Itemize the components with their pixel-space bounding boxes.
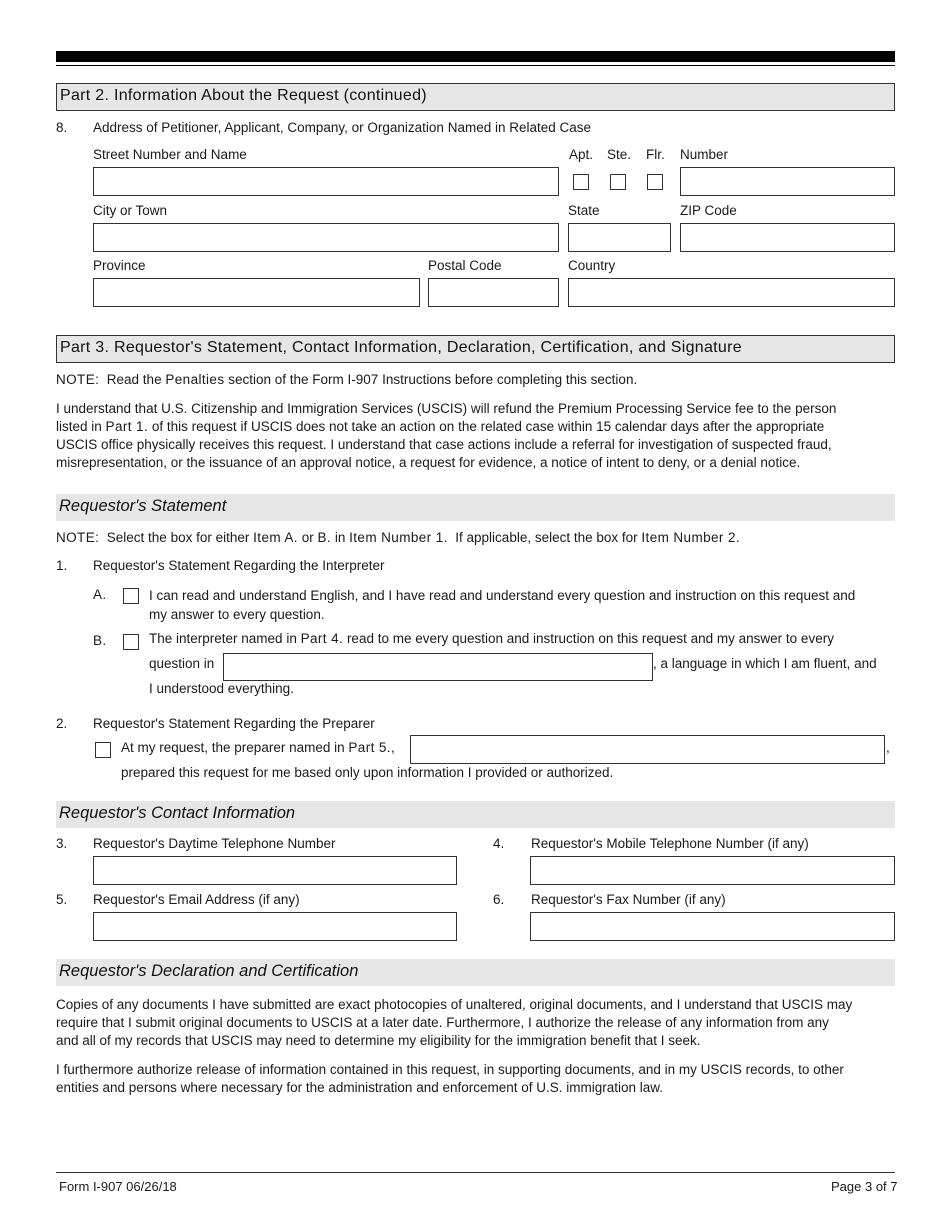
part3-note	[56, 372, 637, 387]
number-input[interactable]	[680, 167, 895, 196]
daytime-phone-input[interactable]	[93, 856, 457, 885]
city-input[interactable]	[93, 223, 559, 252]
part3-intro-paragraph	[56, 400, 896, 472]
option-b-line-1-a: The interpreter named in	[149, 631, 297, 646]
preparer-comma-1: ,	[390, 740, 395, 755]
declaration-p2-line-2: entities and persons where necessary for the administration and enforcement of U.S. immigration law.	[56, 1080, 664, 1095]
part2-header: Part 2. Information About the Request (continued)	[56, 83, 895, 111]
flr-label: Flr.	[646, 147, 665, 162]
intro-line-2	[56, 418, 896, 436]
intro-line-2-a: listed in	[56, 419, 102, 434]
item4-label: Requestor's Mobile Telephone Number (if any)	[531, 836, 809, 851]
option-a-line-2: my answer to every question.	[149, 607, 325, 622]
item6-number: 6.	[493, 892, 505, 907]
fax-input[interactable]	[530, 912, 895, 941]
language-input[interactable]	[223, 653, 653, 681]
statement-note-in: in	[334, 530, 346, 545]
item8-label: Address of Petitioner, Applicant, Company, or Organization Named in Related Case	[93, 120, 592, 135]
page-number: Page 3 of 7	[831, 1179, 898, 1194]
statement-note-c: If applicable, select the box for	[455, 530, 638, 545]
form-id: Form I-907 06/26/18	[59, 1179, 177, 1194]
state-select[interactable]	[568, 223, 671, 252]
province-label: Province	[93, 258, 146, 273]
option-a-line-1: I can read and understand English, and I have read and understand every question and instruction on this request and	[149, 588, 856, 603]
apt-checkbox[interactable]	[573, 174, 589, 190]
item4-number: 4.	[493, 836, 505, 851]
note-text-a: Read the	[106, 372, 162, 387]
statement-note-item-a: Item A.	[253, 530, 298, 545]
flr-checkbox[interactable]	[647, 174, 663, 190]
intro-line-4: misrepresentation, or the issuance of an approval notice, a request for evidence, a notice of intent to deny, or a denial notice.	[56, 455, 801, 470]
preparer-line-2: prepared this request for me based only upon information I provided or authorized.	[121, 765, 614, 780]
intro-part1-ref: Part 1.	[105, 419, 149, 434]
option-b-line-3: I understood everything.	[149, 681, 294, 696]
declaration-p2-line-1: I furthermore authorize release of information contained in this request, in supporting documents, and in my USCIS records, to other	[56, 1062, 844, 1077]
postal-label: Postal Code	[428, 258, 502, 273]
intro-line-1: I understand that U.S. Citizenship and Immigration Services (USCIS) will refund the Premium Processing Service fee to the person	[56, 401, 837, 416]
item8-number: 8.	[56, 120, 68, 135]
declaration-paragraph-2	[56, 1061, 896, 1097]
item1-number: 1.	[56, 558, 68, 573]
statement-note-item-b: B.	[317, 530, 332, 545]
country-label: Country	[568, 258, 616, 273]
statement-note-prefix: NOTE:	[56, 530, 100, 545]
zip-input[interactable]	[680, 223, 895, 252]
preparer-part5-ref: Part 5.	[348, 740, 391, 755]
option-b-line-1	[149, 631, 834, 646]
part3-header: Part 3. Requestor's Statement, Contact Information, Declaration, Certification, and Signature	[56, 335, 895, 363]
ste-label: Ste.	[607, 147, 632, 162]
header-thin-rule	[56, 65, 895, 66]
city-label: City or Town	[93, 203, 168, 218]
item3-label: Requestor's Daytime Telephone Number	[93, 836, 336, 851]
apt-label: Apt.	[569, 147, 594, 162]
street-label: Street Number and Name	[93, 147, 247, 162]
item3-number: 3.	[56, 836, 68, 851]
email-input[interactable]	[93, 912, 457, 941]
province-input[interactable]	[93, 278, 420, 307]
item6-label: Requestor's Fax Number (if any)	[531, 892, 726, 907]
preparer-name-input[interactable]	[410, 735, 885, 764]
option-b-checkbox[interactable]	[123, 634, 139, 650]
declaration-p1-line-2: require that I submit original documents to USCIS at a later date. Furthermore, I authorize the release of any information from any	[56, 1015, 829, 1030]
preparer-comma-2: ,	[886, 740, 890, 755]
statement-note-or: or	[301, 530, 314, 545]
statement-note-item-number-2: Item Number 2.	[641, 530, 741, 545]
declaration-paragraph-1	[56, 996, 896, 1050]
number-label: Number	[680, 147, 729, 162]
option-a-text	[149, 586, 855, 624]
statement-note-item-number-1: Item Number 1.	[349, 530, 448, 545]
item2-label: Requestor's Statement Regarding the Preparer	[93, 716, 375, 731]
option-b-line-1-b: read to me every question and instruction on this request and my answer to every	[346, 631, 834, 646]
declaration-header: Requestor's Declaration and Certification	[56, 959, 895, 986]
statement-note	[56, 530, 740, 545]
declaration-p1-line-1: Copies of any documents I have submitted are exact photocopies of unaltered, original documents, and I understand that USCIS may	[56, 997, 853, 1012]
preparer-text-a: At my request, the preparer named in	[121, 740, 345, 755]
ste-checkbox[interactable]	[610, 174, 626, 190]
item5-number: 5.	[56, 892, 68, 907]
option-b-letter: B.	[93, 633, 107, 648]
option-a-checkbox[interactable]	[123, 588, 139, 604]
option-a-letter: A.	[93, 587, 107, 602]
preparer-checkbox[interactable]	[95, 742, 111, 758]
zip-label: ZIP Code	[680, 203, 737, 218]
street-input[interactable]	[93, 167, 559, 196]
statement-note-a: Select the box for either	[106, 530, 250, 545]
mobile-phone-input[interactable]	[530, 856, 895, 885]
footer-rule	[56, 1172, 895, 1173]
note-text-b: section of the Form I-907 Instructions before completing this section.	[228, 372, 638, 387]
option-b-line-2-a: question in	[149, 656, 215, 671]
state-label: State	[568, 203, 600, 218]
option-b-part4-ref: Part 4.	[300, 631, 344, 646]
header-thick-rule	[56, 51, 895, 62]
declaration-p1-line-3: and all of my records that USCIS may need to determine my eligibility for the immigration benefit that I seek.	[56, 1033, 701, 1048]
statement-header: Requestor's Statement	[56, 494, 895, 521]
country-input[interactable]	[568, 278, 895, 307]
contact-header: Requestor's Contact Information	[56, 801, 895, 828]
option-b-line-2-b: , a language in which I am fluent, and	[653, 656, 877, 671]
item5-label: Requestor's Email Address (if any)	[93, 892, 300, 907]
preparer-line-1	[121, 740, 395, 755]
note-prefix: NOTE:	[56, 372, 100, 387]
intro-line-2-b: of this request if USCIS does not take an action on the related case within 15 calendar days after the appropriate	[151, 419, 825, 434]
note-penalties: Penalties	[165, 372, 225, 387]
item2-number: 2.	[56, 716, 68, 731]
item1-label: Requestor's Statement Regarding the Interpreter	[93, 558, 385, 573]
postal-input[interactable]	[428, 278, 559, 307]
intro-line-3: USCIS office physically receives this request. I understand that case actions include a referral for investigation of suspected fraud,	[56, 437, 832, 452]
